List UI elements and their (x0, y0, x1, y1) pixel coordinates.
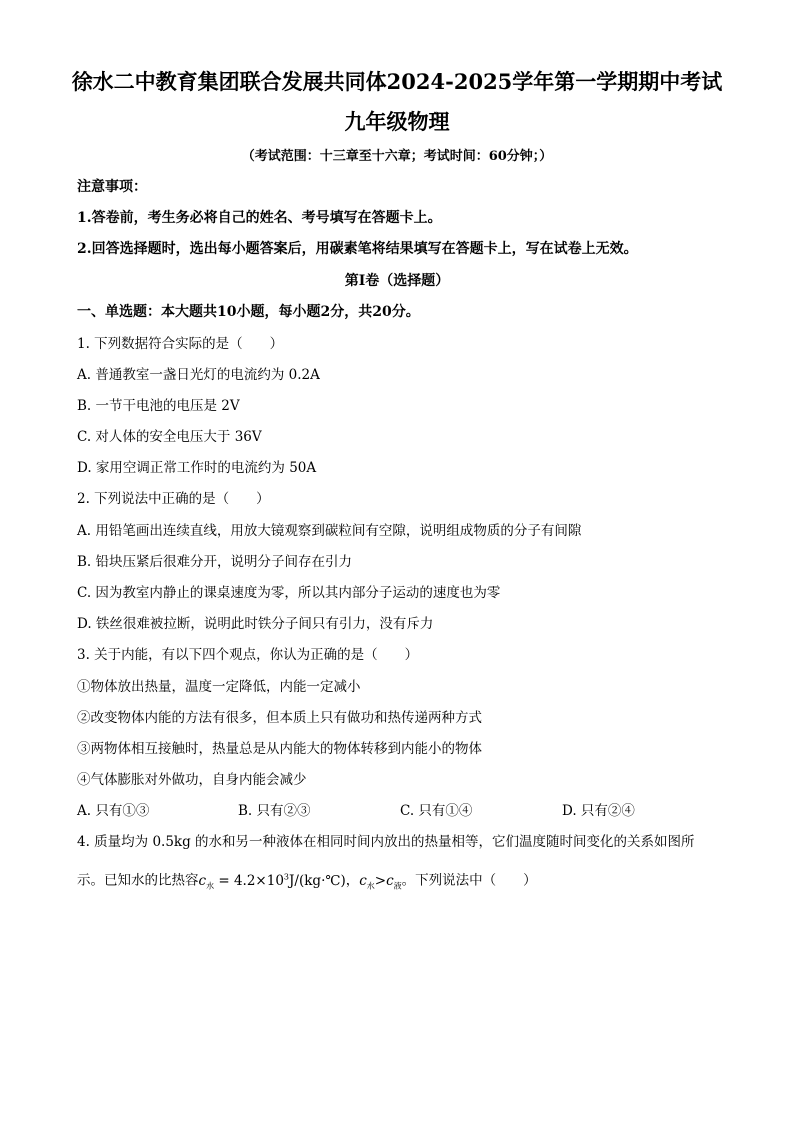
question-2-option-c: C. 因为教室内静止的课桌速度为零，所以其内部分子运动的速度也为零 (77, 585, 501, 601)
question-1-option-c: C. 对人体的安全电压大于 36V (77, 429, 262, 445)
question-4-stem-line1: 4. 质量均为 0.5kg 的水和另一种液体在相同时间内放出的热量相等，它们温度随时间变化的关系如图所 (77, 834, 695, 850)
question-2-option-b: B. 铅块压紧后很难分开，说明分子间存在引力 (77, 554, 353, 570)
question-3-stem: 3. 关于内能，有以下四个观点，你认为正确的是（ ） (77, 647, 419, 663)
exam-subject: 九年级物理 (344, 109, 450, 134)
question-2-option-d: D. 铁丝很难被拉断，说明此时铁分子间只有引力，没有斥力 (77, 616, 434, 632)
question-1-stem: 1. 下列数据符合实际的是（ ） (77, 336, 284, 352)
formula-value: = 4.2×10 (218, 872, 284, 889)
c-symbol-water: c (359, 872, 367, 889)
formula-unit: J/(kg·℃) (289, 872, 346, 889)
question-3-option-c: C. 只有①④ (400, 803, 473, 819)
question-3-statement-1: ①物体放出热量，温度一定降低，内能一定减小 (77, 679, 361, 695)
note-item-1: 1.答卷前，考生务必将自己的姓名、考号填写在答题卡上。 (77, 210, 442, 226)
question-1-option-b: B. 一节干电池的电压是 2V (77, 398, 240, 414)
question-3-statement-4: ④气体膨胀对外做功，自身内能会减少 (77, 772, 307, 788)
question-1-option-a: A. 普通教室一盏日光灯的电流约为 0.2A (77, 367, 320, 383)
question-3-statement-3: ③两物体相互接触时，热量总是从内能大的物体转移到内能小的物体 (77, 741, 482, 757)
note-item-2: 2.回答选择题时，选出每小题答案后，用碳素笔将结果填写在答题卡上，写在试卷上无效。 (77, 241, 638, 257)
notes-heading: 注意事项： (77, 179, 147, 195)
greater-than: > (374, 872, 387, 889)
question-3-option-b: B. 只有②③ (238, 803, 311, 819)
question-2-option-a: A. 用铅笔画出连续直线，用放大镜观察到碳粒间有空隙，说明组成物质的分子有间隙 (77, 523, 582, 539)
comparison-separator: ， (345, 872, 360, 889)
water-specific-heat-formula (199, 873, 346, 889)
exam-scope: （考试范围：十三章至十六章；考试时间：60分钟；） (241, 149, 553, 164)
question-3-option-d: D. 只有②④ (562, 803, 635, 819)
exam-title: 徐水二中教育集团联合发展共同体2024-2025学年第一学期期中考试 (71, 69, 723, 94)
question-4-stem-line2 (77, 868, 537, 895)
water-subscript: 水 (206, 881, 215, 891)
part-title: 一、单选题：本大题共10小题，每小题2分，共20分。 (77, 304, 420, 320)
question-3-statement-2: ②改变物体内能的方法有很多，但本质上只有做功和热传递两种方式 (77, 710, 482, 726)
question-2-stem: 2. 下列说法中正确的是（ ） (77, 491, 270, 507)
comparison-formula (359, 873, 401, 889)
liquid-subscript: 液 (393, 881, 402, 891)
question-4-suffix: 。下列说法中（ ） (401, 872, 537, 889)
c-symbol-liquid: c (386, 872, 394, 889)
volume-title: 第Ⅰ卷（选择题） (344, 273, 450, 289)
question-3-option-a: A. 只有①③ (77, 803, 150, 819)
question-1-option-d: D. 家用空调正常工作时的电流约为 50A (77, 460, 317, 476)
formula-exponent: 3 (283, 872, 290, 881)
c-symbol: c (198, 872, 207, 889)
question-4-prefix: 示。已知水的比热容 (77, 872, 199, 889)
water-subscript-2: 水 (366, 881, 375, 891)
